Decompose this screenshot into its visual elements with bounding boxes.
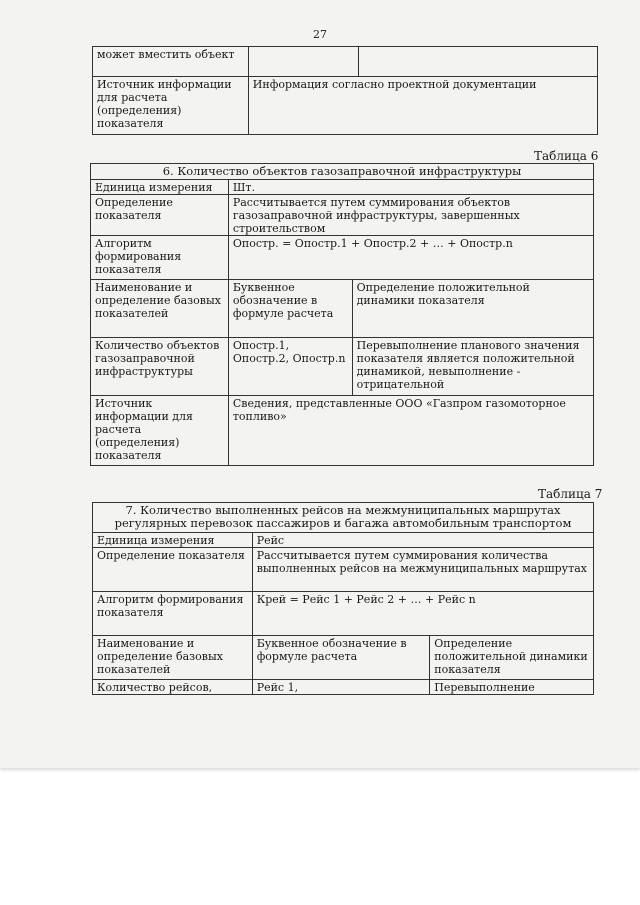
unit-label: Единица измерения	[93, 533, 253, 548]
base-indicators-label: Наименование и определение базовых показателей	[93, 636, 253, 680]
unit-value: Рейс	[252, 533, 593, 548]
table7-title: 7. Количество выполненных рейсов на межмуниципальных маршрутах регулярных перевозок пассажиров и багажа автомобильным транспортом	[93, 503, 594, 533]
dynamics-header: Определение положительной динамики показателя	[352, 280, 593, 338]
table7-caption: Таблица 7	[538, 487, 603, 501]
source-label: Источник информации для расчета (определения) показателя	[91, 396, 229, 466]
count-symbols: Рейс 1,	[252, 680, 430, 695]
page-number: 27	[313, 28, 327, 41]
definition-label: Определение показателя	[93, 548, 253, 592]
algorithm-label: Алгоритм формирования показателя	[91, 236, 229, 280]
continued-table	[92, 46, 598, 135]
table6-caption: Таблица 6	[534, 149, 599, 163]
count-dynamics: Перевыполнение планового значения показателя является положительной динамикой, невыполнение - отрицательной	[352, 338, 593, 396]
empty-cell	[248, 47, 358, 77]
empty-cell	[358, 47, 597, 77]
unit-label: Единица измерения	[91, 180, 229, 195]
table6-title: 6. Количество объектов газозаправочной инфраструктуры	[91, 164, 594, 180]
base-indicators-label: Наименование и определение базовых показателей	[91, 280, 229, 338]
definition-label: Определение показателя	[91, 195, 229, 236]
definition-value: Рассчитывается путем суммирования объектов газозаправочной инфраструктуры, завершенных строительством	[228, 195, 593, 236]
table7	[92, 502, 594, 695]
count-symbols: Опостр.1, Опостр.2, Опостр.n	[228, 338, 352, 396]
count-label: Количество рейсов,	[93, 680, 253, 695]
count-dynamics: Перевыполнение	[430, 680, 594, 695]
algorithm-formula: Опостр. = Опостр.1 + Опостр.2 + … + Опостр.n	[228, 236, 593, 280]
source-value-cell: Информация согласно проектной документации	[248, 77, 597, 135]
definition-value: Рассчитывается путем суммирования количества выполненных рейсов на межмуниципальных маршрутах	[252, 548, 593, 592]
symbol-header: Буквенное обозначение в формуле расчета	[252, 636, 430, 680]
algorithm-formula: Крей = Рейс 1 + Рейс 2 + … + Рейс n	[252, 592, 593, 636]
source-value: Сведения, представленные ООО «Газпром газомоторное топливо»	[228, 396, 593, 466]
dynamics-header: Определение положительной динамики показателя	[430, 636, 594, 680]
table6	[90, 163, 594, 466]
algorithm-label: Алгоритм формирования показателя	[93, 592, 253, 636]
source-label-cell: Источник информации для расчета (определения) показателя	[93, 77, 249, 135]
capacity-label-cell: может вместить объект	[93, 47, 249, 77]
unit-value: Шт.	[228, 180, 593, 195]
count-label: Количество объектов газозаправочной инфраструктуры	[91, 338, 229, 396]
symbol-header: Буквенное обозначение в формуле расчета	[228, 280, 352, 338]
